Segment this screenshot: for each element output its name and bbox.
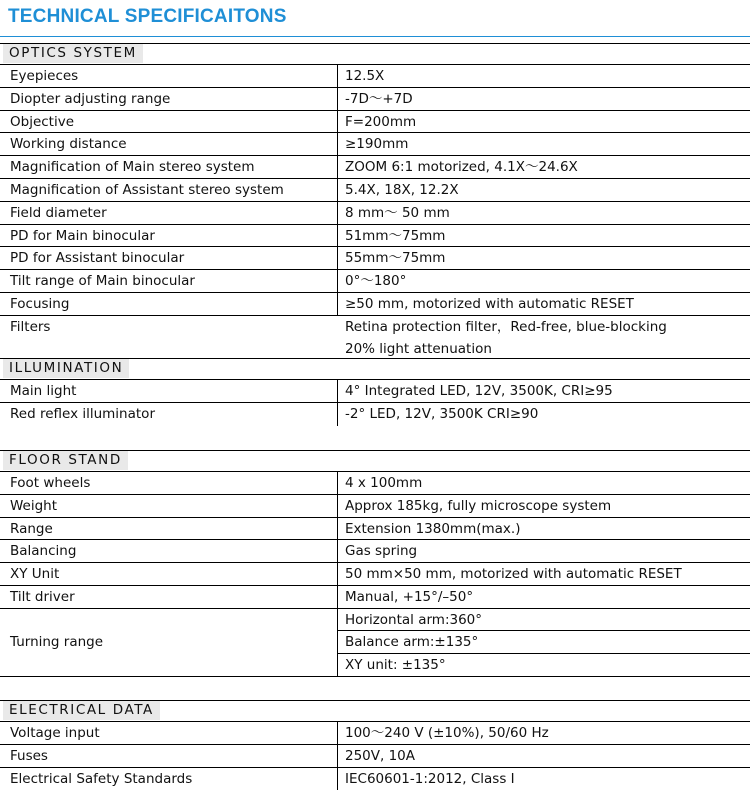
- turning-range-row: [0, 609, 750, 677]
- turning-range-subrow: [337, 609, 750, 632]
- turning-range-subrow: [337, 654, 750, 677]
- illumination-section: [0, 358, 750, 426]
- floor-stand-heading: [0, 450, 750, 472]
- spec-row: [0, 722, 750, 745]
- spec-row: [0, 403, 750, 426]
- electrical-heading-label: ELECTRICAL DATA: [3, 701, 160, 720]
- electrical-heading: [0, 700, 750, 722]
- turning-range-value: XY unit: ±135°: [345, 656, 446, 673]
- spec-row: [0, 563, 750, 586]
- spec-label: Weight: [10, 497, 58, 514]
- spec-row: [0, 156, 750, 179]
- spec-label: PD for Main binocular: [10, 227, 155, 244]
- spec-value: 51mm～75mm: [345, 227, 446, 244]
- spec-label: Range: [10, 520, 53, 537]
- spec-label: Balancing: [10, 543, 77, 560]
- spec-label: Magnification of Assistant stereo system: [10, 181, 284, 198]
- spec-label: Objective: [10, 113, 75, 130]
- spec-row: [0, 179, 750, 202]
- spec-row: [0, 540, 750, 563]
- spec-value: 4 x 100mm: [345, 475, 423, 491]
- spec-row: [0, 65, 750, 88]
- spec-row: [0, 586, 750, 609]
- spec-row: [0, 202, 750, 225]
- floor-stand-heading-label: FLOOR STAND: [3, 451, 128, 470]
- spec-label: Red reflex illuminator: [10, 405, 155, 422]
- spec-label: XY Unit: [10, 566, 60, 583]
- spec-value: IEC60601-1:2012, Class I: [345, 770, 515, 787]
- spec-row: [0, 293, 750, 316]
- floor-stand-rows: [0, 472, 750, 609]
- electrical-section: [0, 700, 750, 790]
- spec-row: [0, 380, 750, 403]
- spec-row: [0, 745, 750, 768]
- spec-row: [0, 88, 750, 111]
- spec-value: 50 mm×50 mm, motorized with automatic RESET: [345, 566, 682, 583]
- spec-label: Tilt driver: [10, 588, 75, 605]
- spec-row: [0, 768, 750, 790]
- spec-value: 8 mm～ 50 mm: [345, 204, 450, 221]
- optics-heading-label: OPTICS SYSTEM: [3, 44, 143, 63]
- optics-rows: [0, 65, 750, 361]
- spec-label: Focusing: [10, 295, 70, 312]
- spec-value: 12.5X: [345, 68, 385, 84]
- spec-value: 100～240 V (±10%), 50/60 Hz: [345, 725, 549, 741]
- spec-value: 5.4X, 18X, 12.2X: [345, 181, 459, 198]
- spec-label: Fuses: [10, 747, 48, 764]
- spec-label: Voltage input: [10, 725, 100, 741]
- spec-value: 4° Integrated LED, 12V, 3500K, CRI≥95: [345, 383, 613, 399]
- spec-label: Main light: [10, 383, 77, 399]
- spec-label: Eyepieces: [10, 68, 79, 84]
- spec-value: Gas spring: [345, 543, 418, 560]
- spec-value: F=200mm: [345, 113, 417, 130]
- spec-value: 55mm～75mm: [345, 250, 446, 267]
- spec-label: Electrical Safety Standards: [10, 770, 193, 787]
- spec-label: Diopter adjusting range: [10, 90, 171, 107]
- turning-range-value: Balance arm:±135°: [345, 634, 479, 651]
- optics-heading: [0, 43, 750, 65]
- spec-value: 250V, 10A: [345, 747, 415, 764]
- optics-section: [0, 43, 750, 361]
- spec-label: Foot wheels: [10, 475, 91, 491]
- spec-value: Approx 185kg, fully microscope system: [345, 497, 612, 514]
- title-divider: [0, 36, 750, 37]
- spec-row: [0, 247, 750, 270]
- turning-range-label: Turning range: [10, 633, 104, 650]
- spec-label: Field diameter: [10, 204, 107, 221]
- illumination-heading: [0, 358, 750, 380]
- illumination-heading-label: ILLUMINATION: [3, 359, 129, 378]
- spec-value: 0°～180°: [345, 273, 407, 290]
- spec-row: [0, 495, 750, 518]
- spec-row: [0, 111, 750, 134]
- page-title: TECHNICAL SPECIFICAITONS: [8, 6, 287, 27]
- spec-value: -2° LED, 12V, 3500K CRI≥90: [345, 405, 539, 422]
- spec-row: [0, 518, 750, 541]
- spec-value-line: Retina protection filter，Red-free, blue-blocking: [345, 318, 667, 335]
- spec-value: [345, 316, 667, 360]
- turning-range-value: Horizontal arm:360°: [345, 611, 483, 628]
- spec-label: Working distance: [10, 136, 127, 153]
- spec-value: -7D～+7D: [345, 90, 413, 107]
- floor-stand-section: [0, 450, 750, 677]
- spec-row: [0, 133, 750, 156]
- electrical-rows: [0, 722, 750, 790]
- spec-value: ≥190mm: [345, 136, 409, 153]
- spec-value: Manual, +15°/–50°: [345, 588, 474, 605]
- spec-value-line: 20% light attenuation: [345, 340, 492, 357]
- spec-label: Tilt range of Main binocular: [10, 273, 195, 290]
- spec-row: [0, 316, 750, 361]
- spec-value: Extension 1380mm(max.): [345, 520, 521, 537]
- spec-label: Filters: [10, 318, 51, 335]
- spec-row: [0, 270, 750, 293]
- spec-row: [0, 225, 750, 248]
- turning-range-subrow: [337, 631, 750, 654]
- spec-label: Magnification of Main stereo system: [10, 159, 255, 176]
- spec-value: ZOOM 6:1 motorized, 4.1X～24.6X: [345, 159, 578, 176]
- spec-row: [0, 472, 750, 495]
- illumination-rows: [0, 380, 750, 426]
- spec-value: ≥50 mm, motorized with automatic RESET: [345, 295, 634, 312]
- spec-label: PD for Assistant binocular: [10, 250, 185, 267]
